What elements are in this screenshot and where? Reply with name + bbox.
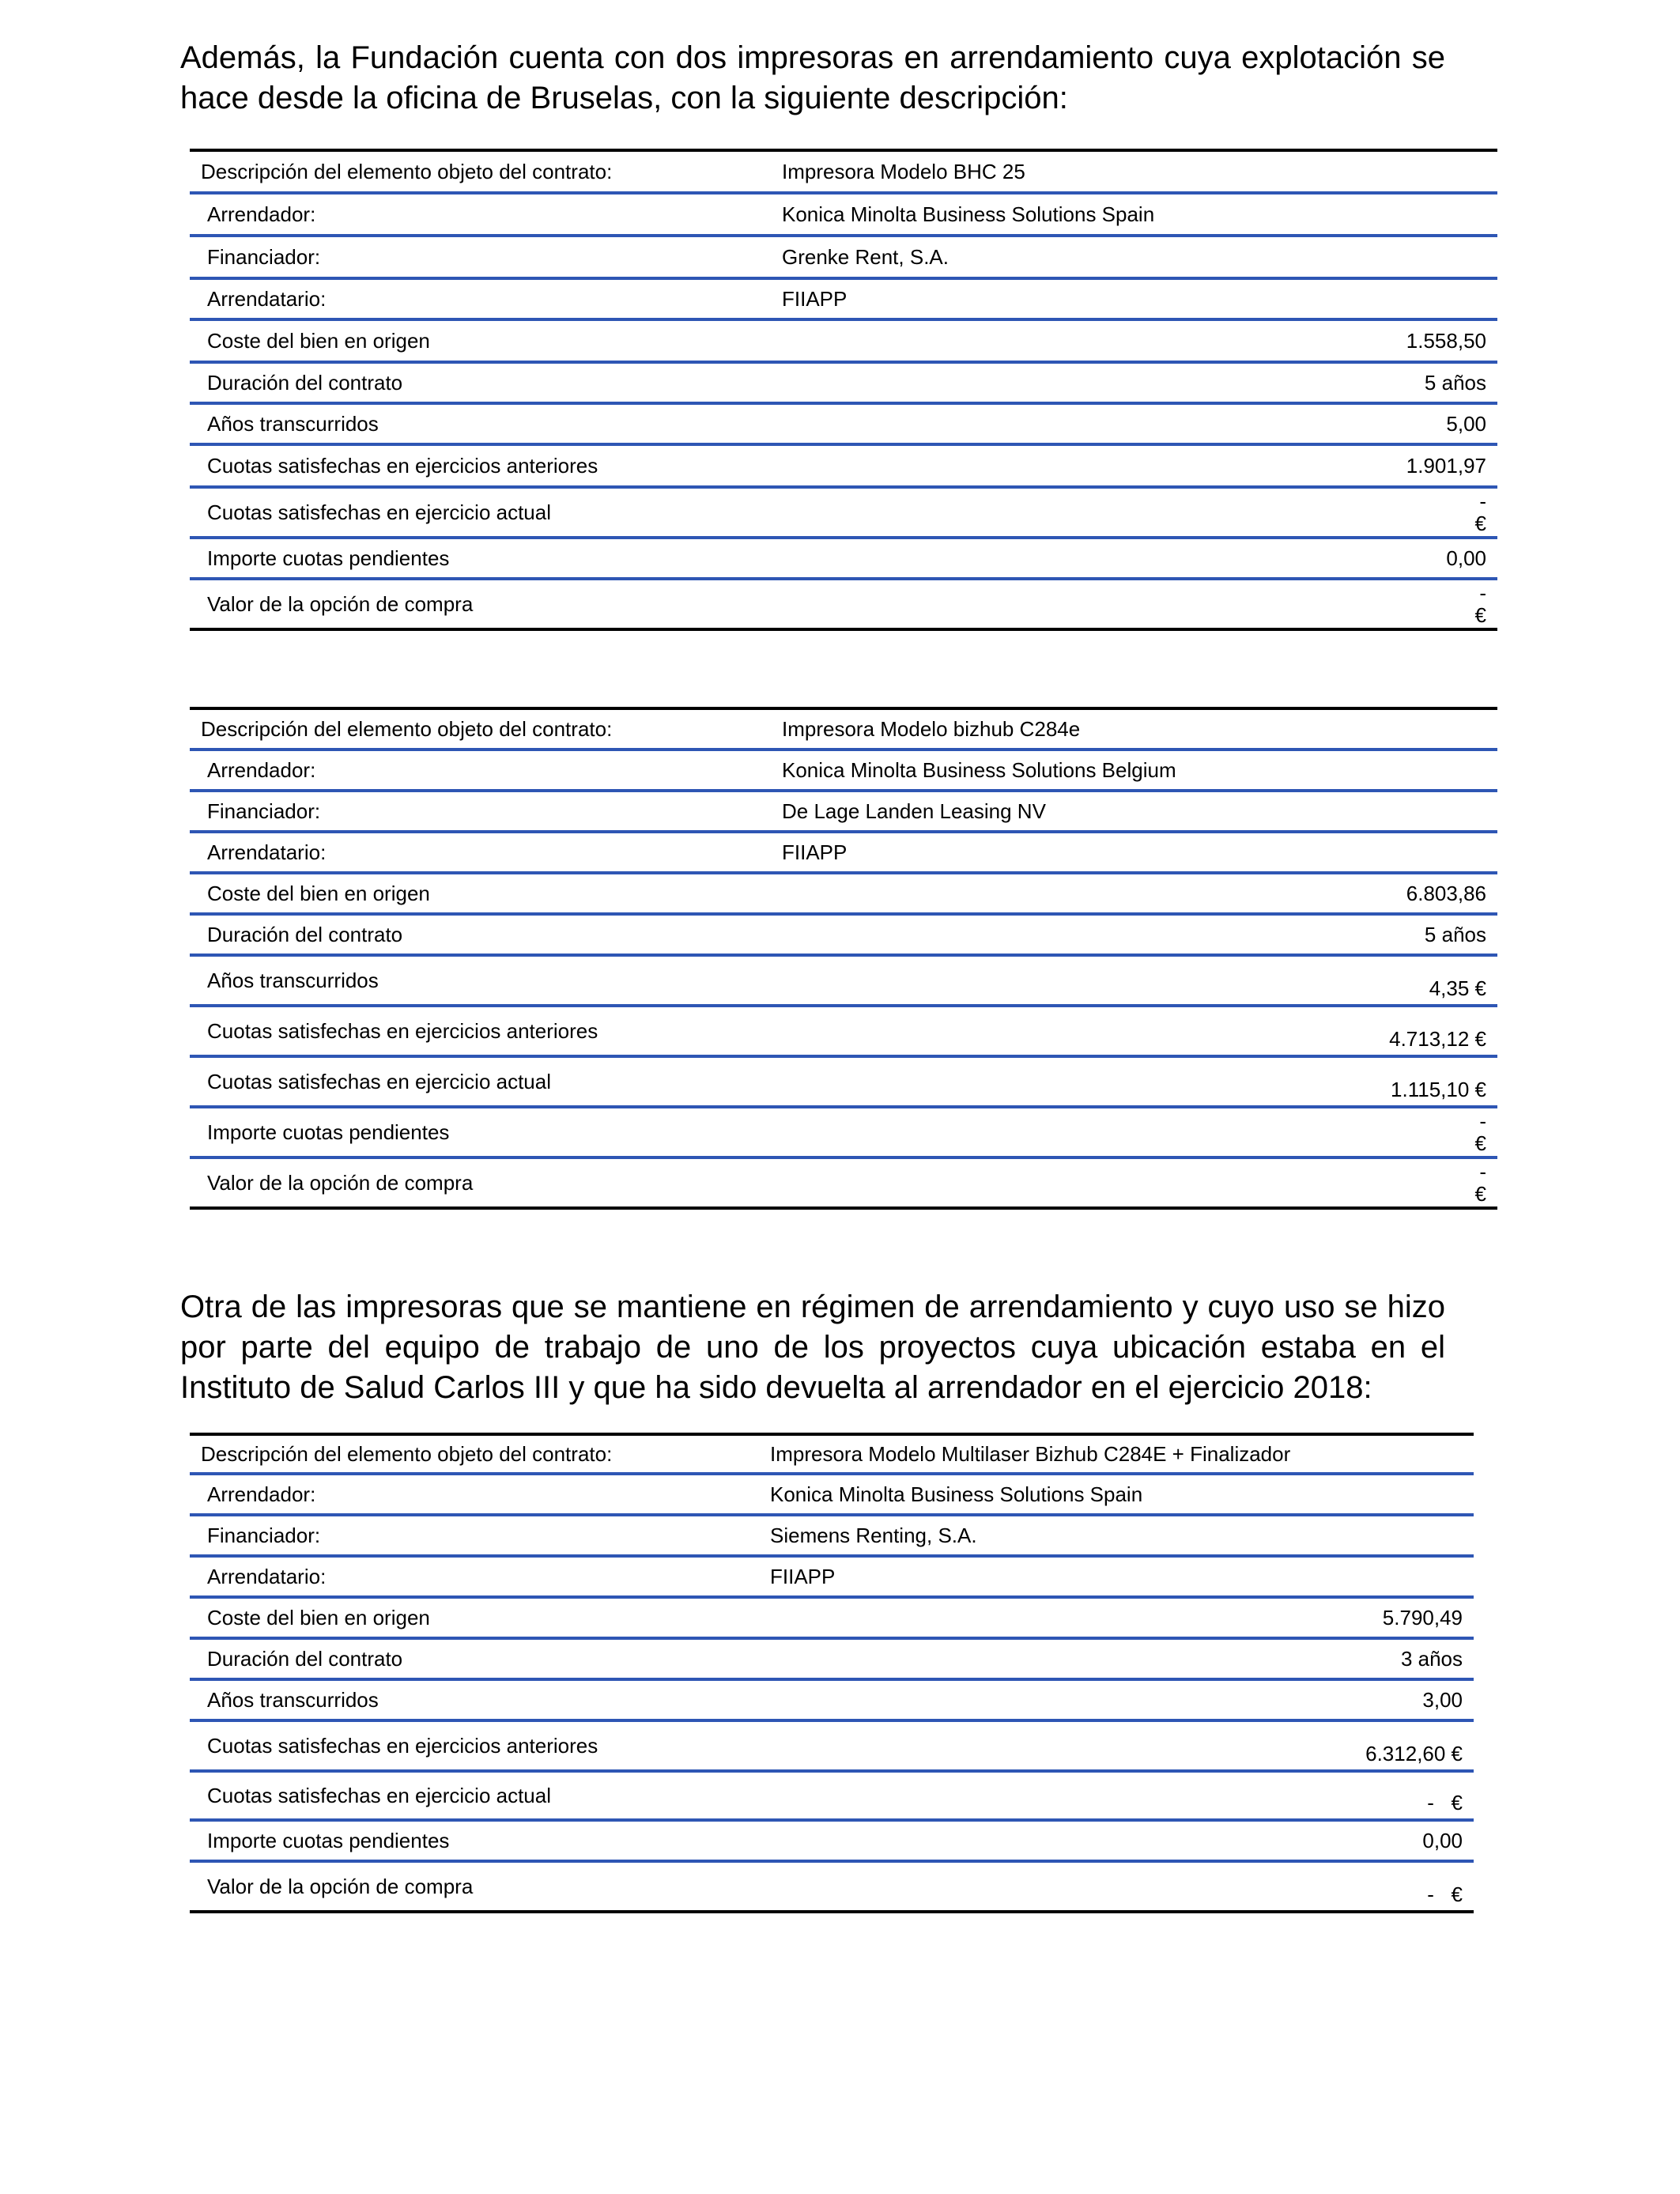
descripcion-label: Descripción del elemento objeto del contrato: <box>201 716 613 741</box>
descripcion-value: Impresora Modelo Multilaser Bizhub C284E + Finalizador <box>770 1441 1291 1466</box>
financiador-label: Financiador: <box>190 791 771 832</box>
row-financiador <box>190 236 1497 278</box>
cuotas-anteriores-value: 1.901,97 <box>1263 444 1497 487</box>
cuotas-anteriores-value: 4.713,12 € <box>1263 1006 1497 1056</box>
row-cuotas-anteriores <box>190 1720 1474 1771</box>
cuotas-actual-label: Cuotas satisfechas en ejercicio actual <box>190 1056 771 1107</box>
arrendador-label: Arrendador: <box>190 750 771 791</box>
cuotas-anteriores-value: 6.312,60 € <box>1248 1720 1474 1771</box>
coste-value: 6.803,86 <box>1263 873 1497 914</box>
opcion-value: - € <box>1248 1861 1474 1912</box>
arrendador-value: Konica Minolta Business Solutions Spain <box>759 1474 1474 1515</box>
row-arrendatario <box>190 278 1497 319</box>
financiador-value: Grenke Rent, S.A. <box>771 236 1497 278</box>
dash: - <box>1479 1109 1486 1133</box>
row-coste <box>190 319 1497 362</box>
row-cuotas-actual <box>190 1056 1497 1107</box>
pendientes-label: Importe cuotas pendientes <box>190 538 771 579</box>
dash: - <box>1479 489 1486 513</box>
arrendatario-label: Arrendatario: <box>190 278 771 319</box>
arrendador-value: Konica Minolta Business Solutions Spain <box>771 193 1497 236</box>
lease-table-multilaser-c284e <box>190 1433 1474 1913</box>
arrendatario-value: FIIAPP <box>771 278 1497 319</box>
duracion-value: 5 años <box>1263 362 1497 403</box>
anos-label: Años transcurridos <box>190 1679 759 1720</box>
anos-label: Años transcurridos <box>190 955 771 1006</box>
descripcion-label: Descripción del elemento objeto del contrato: <box>201 159 613 183</box>
lease-table-bizhub-c284e <box>190 707 1497 1210</box>
descripcion-value: Impresora Modelo BHC 25 <box>782 159 1025 183</box>
row-descripcion <box>190 1434 1474 1474</box>
arrendador-label: Arrendador: <box>190 1474 759 1515</box>
coste-label: Coste del bien en origen <box>190 873 771 914</box>
row-coste <box>190 1597 1474 1638</box>
row-arrendatario <box>190 1556 1474 1597</box>
row-duracion <box>190 362 1497 403</box>
row-pendientes <box>190 538 1497 579</box>
row-coste <box>190 873 1497 914</box>
row-anos <box>190 403 1497 444</box>
arrendatario-label: Arrendatario: <box>190 1556 759 1597</box>
descripcion-label: Descripción del elemento objeto del contrato: <box>201 1441 613 1466</box>
row-duracion <box>190 914 1497 955</box>
row-arrendador <box>190 1474 1474 1515</box>
row-duracion <box>190 1638 1474 1679</box>
arrendatario-value: FIIAPP <box>759 1556 1474 1597</box>
cuotas-anteriores-label: Cuotas satisfechas en ejercicios anteriores <box>190 1006 771 1056</box>
cuotas-actual-value: - € <box>1248 1771 1474 1820</box>
opcion-label: Valor de la opción de compra <box>190 579 771 629</box>
currency: € <box>1474 1131 1486 1155</box>
row-cuotas-anteriores <box>190 1006 1497 1056</box>
second-paragraph: Otra de las impresoras que se mantiene en régimen de arrendamiento y cuyo uso se hizo por parte del equipo de trabajo de uno de los proyectos cuya ubicación estaba en el Instituto de Salud Carlos III y que ha sido devuelta al arrendador en el ejercicio 2018: <box>180 1290 1445 1405</box>
anos-label: Años transcurridos <box>190 403 771 444</box>
financiador-value: Siemens Renting, S.A. <box>759 1515 1474 1556</box>
coste-label: Coste del bien en origen <box>190 319 771 362</box>
arrendador-value: Konica Minolta Business Solutions Belgium <box>771 750 1497 791</box>
anos-value: 3,00 <box>1248 1679 1474 1720</box>
cuotas-anteriores-label: Cuotas satisfechas en ejercicios anteriores <box>190 444 771 487</box>
row-opcion <box>190 579 1497 629</box>
duracion-label: Duración del contrato <box>190 914 771 955</box>
financiador-label: Financiador: <box>190 236 771 278</box>
arrendatario-value: FIIAPP <box>771 832 1497 873</box>
coste-value: 5.790,49 <box>1248 1597 1474 1638</box>
opcion-label: Valor de la opción de compra <box>190 1157 771 1208</box>
descripcion-value: Impresora Modelo bizhub C284e <box>782 716 1081 741</box>
duracion-label: Duración del contrato <box>190 362 771 403</box>
row-cuotas-anteriores <box>190 444 1497 487</box>
duracion-label: Duración del contrato <box>190 1638 759 1679</box>
financiador-value: De Lage Landen Leasing NV <box>771 791 1497 832</box>
row-arrendatario <box>190 832 1497 873</box>
opcion-label: Valor de la opción de compra <box>190 1861 759 1912</box>
coste-value: 1.558,50 <box>1263 319 1497 362</box>
cuotas-actual-value: 1.115,10 € <box>1263 1056 1497 1107</box>
duracion-value: 3 años <box>1248 1638 1474 1679</box>
duracion-value: 5 años <box>1263 914 1497 955</box>
row-anos <box>190 1679 1474 1720</box>
pendientes-value <box>1263 1107 1497 1157</box>
coste-label: Coste del bien en origen <box>190 1597 759 1638</box>
arrendador-label: Arrendador: <box>190 193 771 236</box>
row-arrendador <box>190 193 1497 236</box>
pendientes-label: Importe cuotas pendientes <box>190 1820 759 1861</box>
lease-table-bhc25 <box>190 149 1497 631</box>
currency: € <box>1474 1182 1486 1206</box>
cuotas-actual-label: Cuotas satisfechas en ejercicio actual <box>190 487 771 538</box>
row-financiador <box>190 1515 1474 1556</box>
row-arrendador <box>190 750 1497 791</box>
row-cuotas-actual <box>190 487 1497 538</box>
row-descripcion <box>190 708 1497 750</box>
row-descripcion <box>190 150 1497 193</box>
financiador-label: Financiador: <box>190 1515 759 1556</box>
row-anos <box>190 955 1497 1006</box>
arrendatario-label: Arrendatario: <box>190 832 771 873</box>
anos-value: 5,00 <box>1263 403 1497 444</box>
anos-value: 4,35 € <box>1263 955 1497 1006</box>
cuotas-actual-label: Cuotas satisfechas en ejercicio actual <box>190 1771 759 1820</box>
row-pendientes <box>190 1107 1497 1157</box>
pendientes-label: Importe cuotas pendientes <box>190 1107 771 1157</box>
row-financiador <box>190 791 1497 832</box>
cuotas-actual-value <box>1263 487 1497 538</box>
currency: € <box>1474 512 1486 535</box>
dash: - <box>1479 581 1486 605</box>
opcion-value <box>1263 1157 1497 1208</box>
intro-paragraph: Además, la Fundación cuenta con dos impresoras en arrendamiento cuya explotación se hace desde la oficina de Bruselas, con la siguiente descripción: <box>180 40 1445 115</box>
pendientes-value: 0,00 <box>1248 1820 1474 1861</box>
row-opcion <box>190 1861 1474 1912</box>
opcion-value <box>1263 579 1497 629</box>
dash: - <box>1479 1160 1486 1184</box>
row-opcion <box>190 1157 1497 1208</box>
pendientes-value: 0,00 <box>1263 538 1497 579</box>
currency: € <box>1474 603 1486 627</box>
cuotas-anteriores-label: Cuotas satisfechas en ejercicios anteriores <box>190 1720 759 1771</box>
row-pendientes <box>190 1820 1474 1861</box>
row-cuotas-actual <box>190 1771 1474 1820</box>
